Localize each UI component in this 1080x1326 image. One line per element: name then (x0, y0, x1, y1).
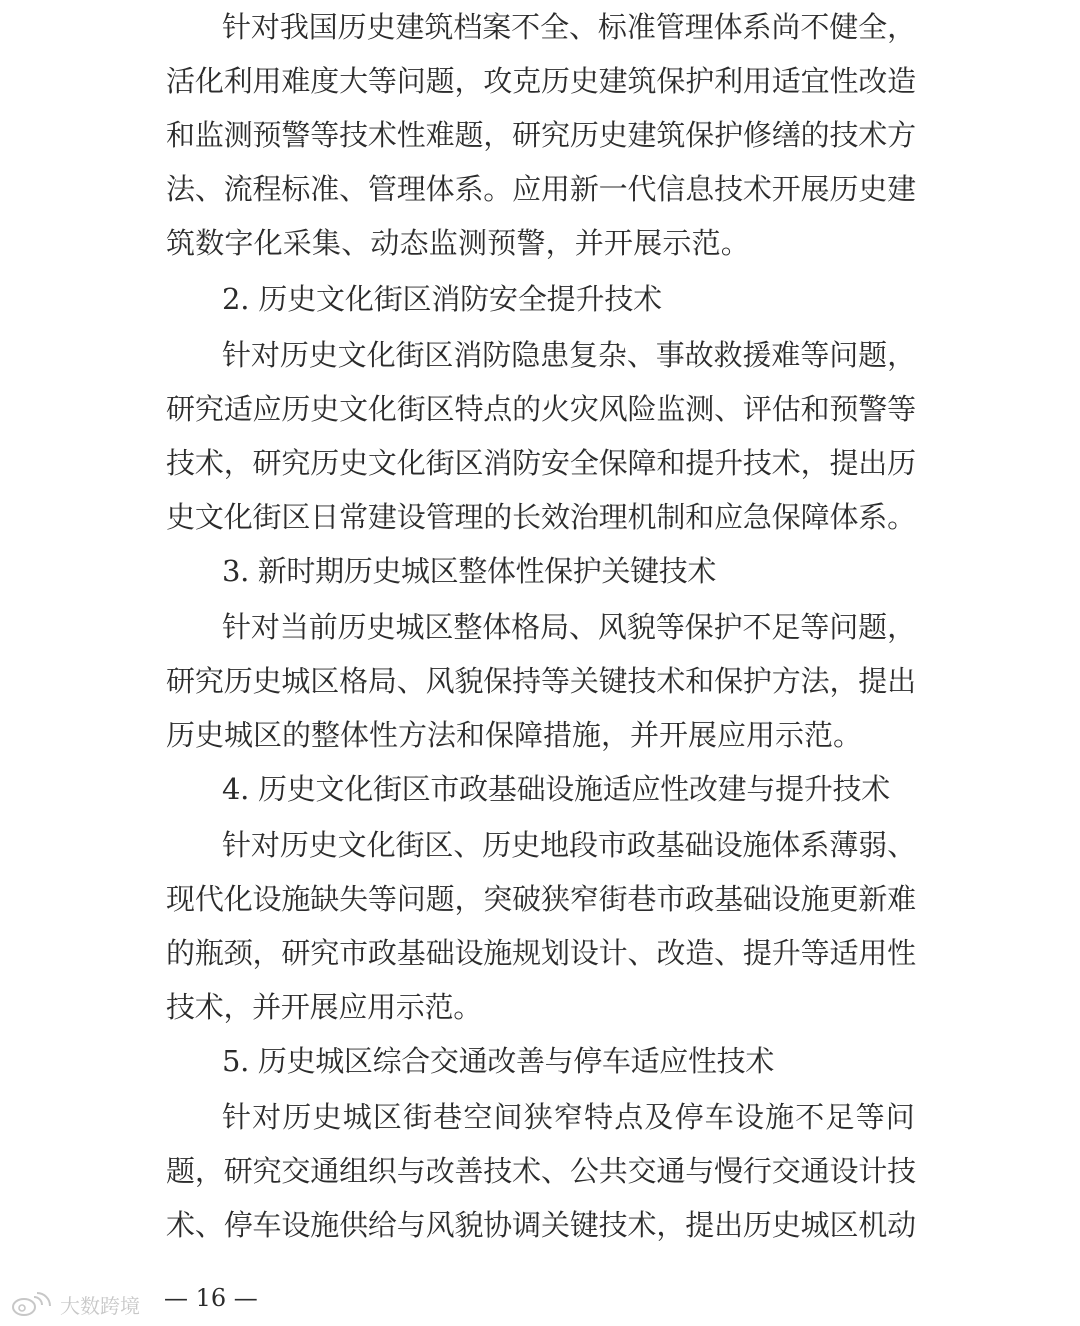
text-line: 研究适应历史文化街区特点的火灾风险监测、评估和预警等 (166, 392, 916, 426)
text-line: 2. 历史文化街区消防安全提升技术 (222, 282, 662, 316)
watermark-text: 大数跨境 (60, 1293, 140, 1318)
text-line: 3. 新时期历史城区整体性保护关键技术 (222, 554, 716, 588)
text-line: 术、停车设施供给与风貌协调关键技术，提出历史城区机动 (166, 1208, 916, 1242)
text-line: 针对当前历史城区整体格局、风貌等保护不足等问题， (222, 610, 916, 644)
text-line: 筑数字化采集、动态监测预警，并开展示范。 (166, 226, 750, 260)
text-line: 4. 历史文化街区市政基础设施适应性改建与提升技术 (222, 772, 890, 806)
text-line: 针对历史城区街巷空间狭窄特点及停车设施不足等问 (222, 1100, 916, 1134)
text-line: 针对我国历史建筑档案不全、标准管理体系尚不健全， (222, 10, 916, 44)
text-line: 活化利用难度大等问题，攻克历史建筑保护利用适宜性改造 (166, 64, 916, 98)
text-line: 现代化设施缺失等问题，突破狭窄街巷市政基础设施更新难 (166, 882, 916, 916)
text-line: 技术，研究历史文化街区消防安全保障和提升技术，提出历 (166, 446, 916, 480)
text-line: 史文化街区日常建设管理的长效治理机制和应急保障体系。 (166, 500, 916, 534)
text-line: 题，研究交通组织与改善技术、公共交通与慢行交通设计技 (166, 1154, 916, 1188)
text-line: 5. 历史城区综合交通改善与停车适应性技术 (222, 1044, 774, 1078)
text-line: 的瓶颈，研究市政基础设施规划设计、改造、提升等适用性 (166, 936, 916, 970)
text-line: 针对历史文化街区消防隐患复杂、事故救援难等问题， (222, 338, 916, 372)
watermark (10, 1289, 140, 1319)
page-number: — 16 — (164, 1284, 258, 1312)
text-line: 法、流程标准、管理体系。应用新一代信息技术开展历史建 (166, 172, 916, 206)
weibo-logo-icon (10, 1291, 56, 1317)
text-line: 和监测预警等技术性难题，研究历史建筑保护修缮的技术方 (166, 118, 916, 152)
text-line: 历史城区的整体性方法和保障措施，并开展应用示范。 (166, 718, 862, 752)
text-line: 技术，并开展应用示范。 (166, 990, 482, 1024)
text-line: 研究历史城区格局、风貌保持等关键技术和保护方法，提出 (166, 664, 916, 698)
text-line: 针对历史文化街区、历史地段市政基础设施体系薄弱、 (222, 828, 916, 862)
